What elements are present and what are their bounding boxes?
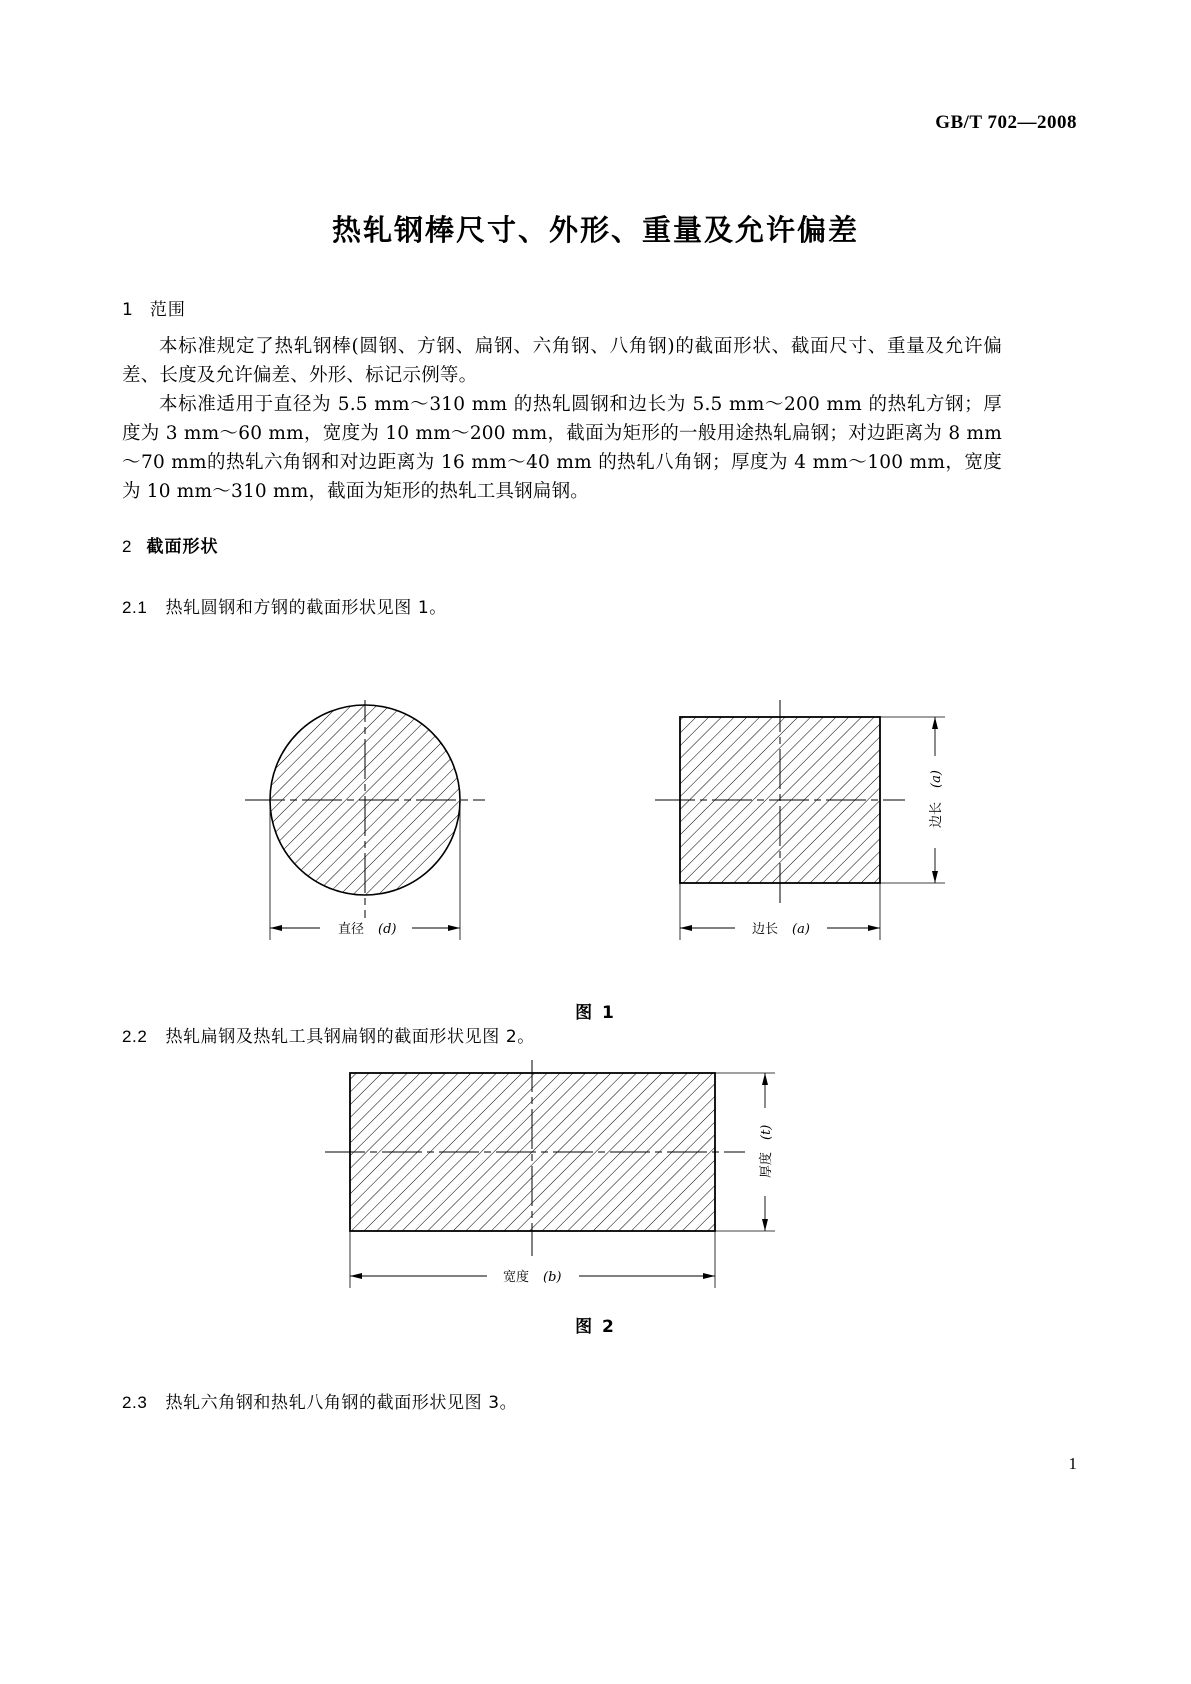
section-2-1-text: 热轧圆钢和方钢的截面形状见图 1。 xyxy=(165,598,447,618)
section-2-3-text: 热轧六角钢和热轧八角钢的截面形状见图 3。 xyxy=(165,1393,518,1413)
section-heading-2-2 xyxy=(122,1022,1191,1047)
document-body xyxy=(122,295,1002,618)
figure-2-width-label-cn: 宽度 xyxy=(503,1270,530,1285)
section-2-2-number: 2.2 xyxy=(122,1027,148,1046)
page-header-standard-code: GB/T 702—2008 xyxy=(935,112,1077,133)
figure-2-caption: 图 2 xyxy=(575,1317,616,1337)
section-2-2-text: 热轧扁钢及热轧工具钢扁钢的截面形状见图 2。 xyxy=(165,1027,535,1047)
figure-2-block xyxy=(0,1060,1191,1337)
figure-1-square-width-label-sym: (a) xyxy=(792,922,810,937)
section-1-title: 范围 xyxy=(149,300,186,320)
section-heading-2-1 xyxy=(122,593,1002,618)
round-bar-cross-section xyxy=(245,700,485,940)
figure-2-width-label-sym: (b) xyxy=(543,1270,562,1285)
figure-2-thickness-label-cn: 厚度 xyxy=(759,1151,774,1178)
section-1-number: 1 xyxy=(122,300,134,320)
section-2-1-number: 2.1 xyxy=(122,598,148,617)
figure-1-diameter-label-sym: (d) xyxy=(378,922,397,937)
section-2-3-number: 2.3 xyxy=(122,1393,148,1412)
section-heading-2 xyxy=(122,532,1002,557)
figure-2-drawing xyxy=(0,1060,1191,1290)
section-1-paragraph-1: 本标准规定了热轧钢棒(圆钢、方钢、扁钢、六角钢、八角钢)的截面形状、截面尺寸、重量及允许偏差、长度及允许偏差、外形、标记示例等。 xyxy=(122,336,1002,386)
figure-1-block xyxy=(0,700,1191,1023)
section-1-paragraph-2: 本标准适用于直径为 5.5 mm～310 mm 的热轧圆钢和边长为 5.5 mm～200 mm 的热轧方钢；厚度为 3 mm～60 mm，宽度为 10 mm～200 mm，截面为矩形的一般用途热轧扁钢；对边距离为 8 mm～70 mm的热轧六角钢和对边距离为 16 mm～40 mm 的热轧八角钢；厚度为 4 mm～100 mm，宽度为 10 mm～310 mm，截面为矩形的热轧工具钢扁钢。 xyxy=(122,394,1002,502)
figure-2-thickness-label-sym: (t) xyxy=(759,1124,774,1140)
section-2-number: 2 xyxy=(122,537,133,556)
figure-1-square-width-label-cn: 边长 xyxy=(752,922,779,937)
figure-1-caption: 图 1 xyxy=(575,1003,616,1023)
figure-1-square-height-label-cn: 边长 xyxy=(929,801,944,828)
document-title: 热轧钢棒尺寸、外形、重量及允许偏差 xyxy=(331,213,859,247)
figure-1-diameter-label-cn: 直径 xyxy=(338,922,365,937)
page-number: 1 xyxy=(1068,1454,1077,1473)
flat-bar-cross-section xyxy=(325,1060,775,1288)
section-heading-2-3 xyxy=(122,1388,1191,1413)
section-2-title: 截面形状 xyxy=(146,537,219,557)
section-heading-1 xyxy=(122,295,1002,320)
figure-1-drawing xyxy=(0,700,1191,970)
figure-1-square-height-label-sym: (a) xyxy=(929,770,944,788)
square-bar-cross-section xyxy=(655,700,945,940)
